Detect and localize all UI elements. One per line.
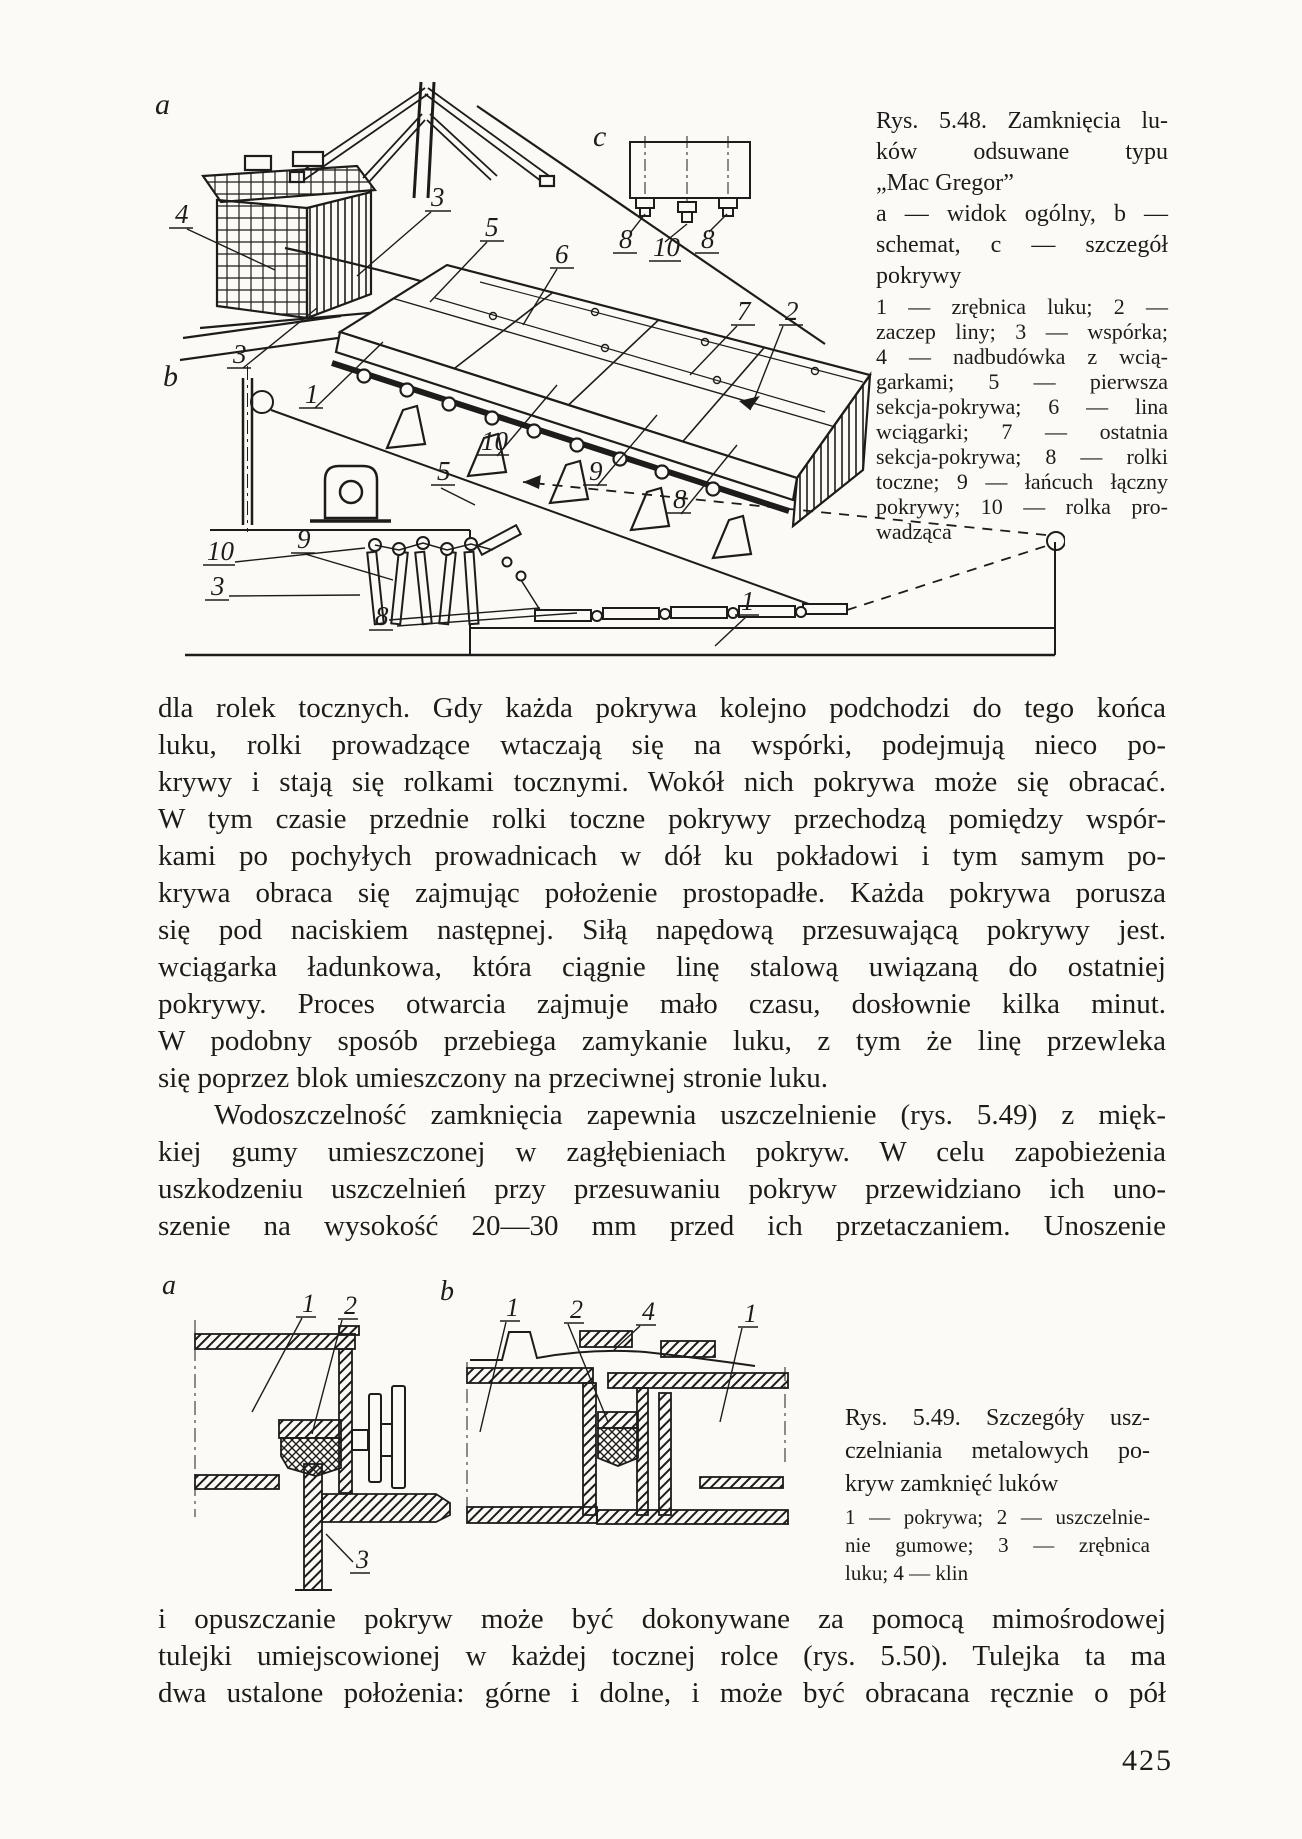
part-label: 1	[506, 1293, 519, 1322]
part-label: 5	[437, 456, 451, 486]
page-number: 425	[1122, 1744, 1173, 1777]
part-label: 8	[701, 224, 715, 254]
view-label-b: b	[440, 1276, 454, 1307]
part-label: 1	[741, 586, 755, 616]
figure-549-caption-title: Rys. 5.49. Szczegóły usz- czelniania metalowych po- kryw zamknięć luków	[845, 1405, 1150, 1497]
part-label: 4	[175, 199, 189, 229]
part-label: 8	[375, 601, 389, 631]
part-label: 2	[570, 1295, 583, 1324]
part-label: 5	[485, 212, 499, 242]
part-label: 10	[653, 232, 680, 262]
part-label: 2	[785, 296, 799, 326]
section-a	[195, 1320, 450, 1590]
view-a-general	[180, 82, 870, 558]
part-label: 6	[555, 239, 569, 269]
figure-548-caption-views: a — widok ogólny, b — schemat, c — szczegół pokrywy	[876, 201, 1168, 289]
body-paragraph-2: Wodoszczelność zamknięcia zapewnia uszczelnienie (rys. 5.49) z mięk- kiej gumy umieszczonej w zagłębieniach pokryw. W celu zapobieżenia uszkodzeniu uszczelnień przy przesuwaniu pokryw przewidziano ich uno- szenie na wysokość 20—30 mm przed ich przetaczaniem. Unoszenie	[158, 1099, 1166, 1242]
part-label: 4	[642, 1297, 655, 1326]
part-label: 1	[744, 1299, 757, 1328]
part-label: 10	[481, 426, 508, 456]
part-label: 8	[673, 484, 687, 514]
part-label: 8	[619, 224, 633, 254]
body-paragraph-3: i opuszczanie pokryw może być dokonywane za pomocą mimośrodowej tulejki umiejscowionej w każdej tocznej rolce (rys. 5.50). Tulejka ta ma dwa ustalone położenia: górne i dolne, i może być obracana ręcznie o pół	[158, 1603, 1166, 1709]
part-label: 3	[356, 1545, 369, 1574]
part-label: 1	[302, 1289, 315, 1318]
view-label-a: a	[162, 1272, 176, 1301]
figure-548-caption	[876, 106, 1168, 544]
body-paragraph-1: dla rolek tocznych. Gdy każda pokrywa kolejno podchodzi do tego końca luku, rolki prowadzące wtaczają się na wspórki, podejmują nieco po- krywy i stają się rolkami tocznymi. Wokół nich pokrywa może się obracać. W tym czasie przednie rolki toczne pokrywy przechodzą pomiędzy wspór- kami po pochyłych prowadnicach w dół ku pokładowi i tym samym po- krywa obraca się zajmując położenie prostopadłe. Każda pokrywa porusza się pod naciskiem następnej. Siłą napędową przesuwającą pokrywy jest. wciągarka ładunkowa, która ciągnie linę stalową uwiązaną do ostatniej pokrywy. Proces otwarcia zajmuje mało czasu, dosłownie kilka minut. W podobny sposób przebiega zamykanie luku, z tym że linę przewleka się poprzez blok umieszczony na przeciwnej stronie luku.	[158, 692, 1166, 1094]
part-label: 9	[589, 456, 603, 486]
part-label: 7	[737, 296, 751, 326]
figure-548-caption-legend: 1 — zrębnica luku; 2 — zaczep liny; 3 — wspórka; 4 — nadbudówka z wcią- garkami; 5 — pierwsza sekcja-pokrywa; 6 — lina wciągarki; 7 — ostatnia sekcja-pokrywa; 8 — rolki toczne; 9 — łańcuch łączny pokrywy; 10 — rolka pro- wadząca	[876, 294, 1168, 544]
part-label: 10	[207, 536, 234, 566]
figure-549-drawing	[140, 1272, 800, 1602]
part-label: 3	[233, 339, 247, 369]
section-b	[467, 1331, 788, 1524]
figure-549-caption-legend: 1 — pokrywa; 2 — uszczelnie- nie gumowe; 3 — zrębnica luku; 4 — klin	[845, 1505, 1150, 1585]
view-label-a: a	[155, 88, 170, 121]
figure-548-caption-title: Rys. 5.48. Zamknięcia lu- ków odsuwane typu „Mac Gregor”	[876, 108, 1168, 196]
part-label: 2	[344, 1291, 357, 1320]
figure-549-caption	[845, 1402, 1150, 1587]
view-label-c: c	[593, 120, 607, 153]
part-label: 1	[305, 379, 319, 409]
part-label: 3	[211, 571, 225, 601]
detail-c-cover	[630, 136, 750, 222]
view-label-b: b	[163, 360, 178, 393]
part-label: 9	[297, 524, 311, 554]
part-label: 3	[431, 182, 445, 212]
